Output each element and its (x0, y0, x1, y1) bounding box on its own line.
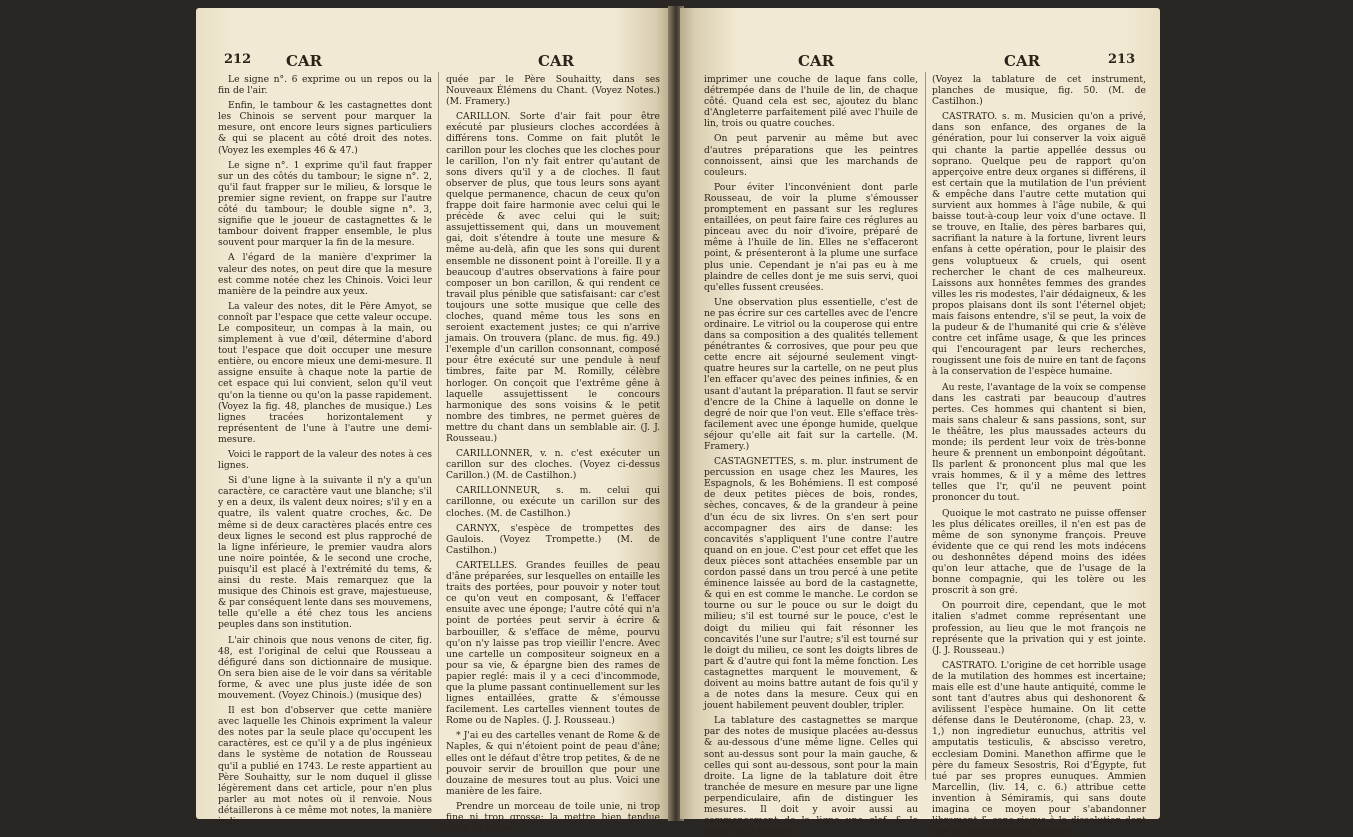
paragraph: On peut parvenir au même but avec d'autres préparations que les peintres connoissent, ainsi que les marchands de couleurs. (704, 133, 918, 178)
paragraph: L'air chinois que nous venons de citer, fig. 48, est l'original de celui que Rousseau a défiguré dans son dictionnaire de musique. On sera bien aise de le voir dans sa véritable forme, & avec une plus juste idée de son mouvement. (Voyez Chinois.) (musique des) (218, 634, 432, 701)
paragraph: Quoique le mot castrato ne puisse offenser les plus délicates oreilles, il n'en est pas de même de son synonyme françois. Preuve évidente que ce qui rend les mots indécens ou deshonnêtes dépend moins des idées qu'on leur attache, que de l'usage de la bonne compagnie, qui les tolère ou les proscrit à son gré. (932, 507, 1146, 597)
right-column-2 (932, 74, 1146, 837)
entry-castrato: CASTRATO. s. m. Musicien qu'on a privé, dans son enfance, des organes de la génération, pour lui conserver la voix aiguë qui chante la partie appellée dessus ou soprano. Quelque peu de rapport qu'on apperçoive entre deux organes si différens, il est certain que la mutilation de l'un prévient & empêche dans l'autre cette mutation qui survient aux hommes à l'âge nubile, & qui baisse tout-à-coup leur voix d'une octave. Il se trouve, en Italie, des pères barbares qui, sacrifiant la nature à la fortune, livrent leurs enfans à cette opération, pour le plaisir des gens voluptueux & cruels, qui osent rechercher le chant de ces malheureux. Laissons aux honnêtes femmes des grandes villes les ris modestes, l'air dédaigneux, & les propos plaisans dont ils sont l'éternel objet; mais faisons entendre, s'il se peut, la voix de la pudeur & de l'humanité qui crie & s'élève contre cet infâme usage, & que les princes qui l'encouragent par leurs recherches, rougissent une fois de nuire en tant de façons à la conservation de l'espèce humaine. (932, 111, 1146, 378)
paragraph: On pourroit dire, cependant, que le mot italien s'admet comme représentant une profession, au lieu que le mot françois ne représente que la privation qui y est jointe. (J. J. Rousseau.) (932, 600, 1146, 656)
right-page (680, 8, 1160, 837)
paragraph: * J'ai eu des cartelles venant de Rome & de Naples, & qui n'étoient point de peau d'âne; elles ont le défaut d'être trop petites, & de ne pouvoir servir de brouillon que pour une douzaine de mesures tout au plus. Voici une manière de les faire. (446, 730, 660, 797)
paragraph: Au reste, l'avantage de la voix se compense dans les castrati par beaucoup d'autres pertes. Ces hommes qui chantent si bien, mais sans chaleur & sans passions, sont, sur le théâtre, les plus maussades acteurs du monde; ils perdent leur voix de très-bonne heure & prennent un embonpoint dégoûtant. Ils parlent & prononcent plus mal que les vrais hommes, & il y a même des lettres telles que l'r, qu'il ne peuvent point prononcer du tout. (932, 381, 1146, 504)
paragraph: Prendre un morceau de toile unie, ni trop fine ni trop grosse; la mettre bien tendue dans un cadre, (446, 800, 660, 835)
column-divider (925, 72, 926, 780)
left-column-1 (218, 74, 432, 827)
paragraph: Si d'une ligne à la suivante il n'y a qu'un caractère, ce caractère vaut une blanche; s'il y en a deux, ils valent deux noires; s'il y en a quatre, ils valent quatre croches, &c. De même si de deux caractères placés entre ces deux lignes le second est plus rapproché de la ligne inférieure, le premier vaudra alors une noire pointée, & le second une croche, puisqu'il est placé à l'extrémité du tems, & ainsi du reste. Mais remarquez que la musique des Chinois est grave, majestueuse, & par conséquent lente dans ses mouvemens, telle qu'elle a été chez tous les anciens peuples dans son institution. (218, 475, 432, 631)
paragraph: Le signe n°. 1 exprime qu'il faut frapper sur un des côtés du tambour; le signe n°. 2, qu'il faut frapper sur le milieu, & lorsque le premier signe revient, on frappe sur l'autre côté du tambour; le double signe n°. 3, signifie que le joueur de castagnettes & le tambour doivent frapper ensemble, le plus souvent pour marquer la fin de la mesure. (218, 159, 432, 249)
left-running-head (196, 52, 670, 72)
paragraph: Le signe n°. 6 exprime ou un repos ou la fin de l'air. (218, 74, 432, 97)
left-page (196, 8, 670, 835)
paragraph: A l'égard de la manière d'exprimer la valeur des notes, on peut dire que la mesure est comme notée chez les Chinois. Voici leur manière de la peindre aux yeux. (218, 252, 432, 297)
running-head-word: CAR (1004, 52, 1041, 70)
entry-carillonner: CARILLONNER, v. n. c'est exécuter un carillon sur des cloches. (Voyez ci-dessus Carillon.) (M. de Castilhon.) (446, 448, 660, 482)
entry-castrato-2: CASTRATO. L'origine de cet horrible usage de la mutilation des hommes est incertaine; mais elle est d'une haute antiquité, comme le sont tant d'autres abus qui deshonorent & avilissent l'espèce humaine. On lit cette défense dans le Deutéronome, (chap. 23, v. 1,) non ingredietur eunuchus, attritis vel amputatis testiculis, & abscisso veretro, ecclesiam Domini. Manethon affirme que le père du fameux Sesostris, Roi d'Égypte, fut tué par ses propres eunuques. Ammien Marcellin, (liv. 14, c. 6.) attribue cette invention à Sémiramis, qui sans doute imagina ce moyen pour s'abandonner librement & sans risque à la dissolution dont elle est généralement accusée. (932, 659, 1146, 837)
paragraph: Une observation plus essentielle, c'est de ne pas écrire sur ces cartelles avec de l'encre ordinaire. Le vitriol ou la couperose qui entre dans sa composition a des qualités tellement pénétrantes & corrosives, que pour peu que cette encre ait séjourné seulement vingt-quatre heures sur la cartelle, on ne peut plus l'en effacer qu'avec des peines infinies, & en usant d'autant la préparation. Il faut se servir d'encre de la Chine à laquelle on donne le degré de noir que l'on veut. Elle s'efface très-facilement avec une éponge humide, quelque séjour qu'elle ait fait sur la cartelle. (M. Framery.) (704, 296, 918, 452)
paragraph: Enfin, le tambour & les castagnettes dont les Chinois se servent pour marquer la mesure, ont encore leurs signes particuliers & qui se placent au côté droit des notes. (Voyez les exemples 46 & 47.) (218, 100, 432, 156)
paragraph: imprimer une couche de laque fans colle, détrempée dans de l'huile de lin, de chaque côté. Quand cela est sec, ajoutez du blanc d'Angleterre parfaitement pilé avec l'huile de lin, trois ou quatre couches. (704, 74, 918, 130)
entry-carnyx: CARNYX, s'espèce de trompettes des Gaulois. (Voyez Trompette.) (M. de Castilhon.) (446, 522, 660, 556)
paragraph: Pour éviter l'inconvénient dont parle Rousseau, de voir la plume s'émousser promptement en passant sur les reglures entaillées, on peut faire faire ces réglures au pinceau avec du noir d'ivoire, préparé de même à l'huile de lin. Elles ne s'effaceront point, & présenteront à la plume une surface plus unie. Cependant je n'ai pas eu à me plaindre de celles dont je me suis servi, quoi qu'elles fussent creusées. (704, 181, 918, 293)
entry-cartelles: CARTELLES. Grandes feuilles de peau d'âne préparées, sur lesquelles on entaille les traits des portées, pour pouvoir y noter tout ce qu'on veut en composant, & l'effacer ensuite avec une éponge; l'autre côté qui n'a point de portées peut servir à écrire & barbouiller, & s'efface de même, pourvu qu'on n'y laisse pas trop vieillir l'encre. Avec une cartelle un compositeur soigneux en a pour sa vie, & épargne bien des rames de papier reglé: mais il y a ceci d'incommode, que la plume passant continuellement sur les lignes entaillées, gratte & s'émousse facilement. Les cartelles viennent toutes de Rome ou de Naples. (J. J. Rousseau.) (446, 559, 660, 727)
page-number: 213 (1108, 52, 1136, 67)
page-number: 212 (224, 52, 252, 67)
column-divider (438, 72, 439, 780)
paragraph: Voici le rapport de la valeur des notes à ces lignes. (218, 449, 432, 472)
running-head-word: CAR (538, 52, 575, 70)
paragraph: (Voyez la tablature de cet instrument, planches de musique, fig. 50. (M. de Castilhon.) (932, 74, 1146, 108)
entry-castagnettes: CASTAGNETTES, s. m. plur. instrument de percussion en usage chez les Maures, les Espagnols, & les Bohémiens. Il est composé de deux petites pièces de bois, rondes, sèches, concaves, & de la grandeur à peine d'un écu de six livres. On s'en sert pour accompagner des airs de danse: les concavités s'appliquent l'une contre l'autre quand on en joue. C'est pour cet effet que les deux pièces sont attachées ensemble par un cordon passé dans un trou percé à une petite éminence laissée au bord de la castagnette, & qui en est comme le manche. Le cordon se tourne ou sur le pouce ou sur le doigt du milieu; s'il est tourné sur le pouce, c'est le doigt du milieu qui fait résonner les concavités l'une sur l'autre; s'il est tourné sur le doigt du milieu, ce sont les doigts libres de part & d'autre qui font la même fonction. Les castagnettes marquent le mouvement, & doivent au moins battre autant de fois qu'il y a de notes dans la mesure. Ceux qui en jouent habilement peuvent doubler, tripler. (704, 456, 918, 712)
right-running-head (680, 52, 1160, 72)
paragraph: quée par le Père Souhaitty, dans ses Nouveaux Élémens du Chant. (Voyez Notes.) (M. Framery.) (446, 74, 660, 108)
paragraph: La valeur des notes, dit le Père Amyot, se connoît par l'espace que cette valeur occupe. Le compositeur, un compas à la main, ou simplement à vue d'œil, détermine d'abord tout l'espace que doit occuper une mesure entière, ou encore mieux une demi-mesure. Il assigne ensuite à chaque note la partie de cet espace qui lui convient, selon qu'il veut qu'on la tienne ou qu'on la passe rapidement. (Voyez la fig. 48, planches de musique.) Les lignes tracées horizontalement y représentent de l'une à l'autre une demi-mesure. (218, 300, 432, 445)
running-head-word: CAR (286, 52, 323, 70)
running-head-word: CAR (798, 52, 835, 70)
right-column-1 (704, 74, 918, 837)
paragraph: Il est bon d'observer que cette manière avec laquelle les Chinois expriment la valeur des notes par la seule place qu'occupent les caractères, est ce qu'il y a de plus ingénieux dans le système de notation de Rousseau qu'il a publié en 1743. Le reste appartient au Père Souhaitty, sur le nom duquel il glisse légèrement dans cet article, pour n'en plus parler au mot notes où il renvoie. Nous détaillerons à ce même mot notes, la manière indi- (218, 705, 432, 827)
entry-carillon: CARILLON. Sorte d'air fait pour être exécuté par plusieurs cloches accordées à différens tons. Comme on fait plutôt le carillon pour les cloches que les cloches pour le carillon, l'on n'y fait entrer qu'autant de sons divers qu'il y a de cloches. Il faut observer de plus, que tous leurs sons ayant quelque permanence, chacun de ceux qu'on frappe doit faire harmonie avec celui qui le précède & avec celui qui le suit; assujettissement qui, dans un mouvement gai, doit s'étendre à toute une mesure & même au-delà, afin que les sons qui durent ensemble ne dissonent point à l'oreille. Il y a beaucoup d'autres observations à faire pour composer un bon carillon, & qui rendent ce travail plus pénible que satisfaisant: car c'est toujours une sotte musique que celle des cloches, quand même tous les sons en seroient exactement justes; ce qui n'arrive jamais. On trouvera (planc. de mus. fig. 49.) l'exemple d'un carillon consonnant, composé pour être exécuté sur une pendule à neuf timbres, faite par M. Romilly, célèbre horloger. On conçoit que l'extrême gêne à laquelle assujettissent le concours harmonique des sons voisins & le petit nombre des timbres, ne permet guères de mettre du chant dans un semblable air. (J. J. Rousseau.) (446, 111, 660, 444)
entry-carillonneur: CARILLONNEUR, s. m. celui qui carillonne, ou exécute un carillon sur des cloches. (M. de Castilhon.) (446, 485, 660, 519)
paragraph: La tablature des castagnettes se marque par des notes de musique placées au-dessus & au-dessous d'une même ligne. Celles qui sont au-dessus sont pour la main gauche, & celles qui sont au-dessous, sont pour la main droite. La ligne de la tablature doit être tranchée de mesure en mesure par une ligne perpendiculaire, afin de distinguer les mesures. Il doit y avoir aussi au commencement de la ligne une clef, & le signe de la mesure. (704, 715, 918, 837)
left-column-2 (446, 74, 660, 835)
